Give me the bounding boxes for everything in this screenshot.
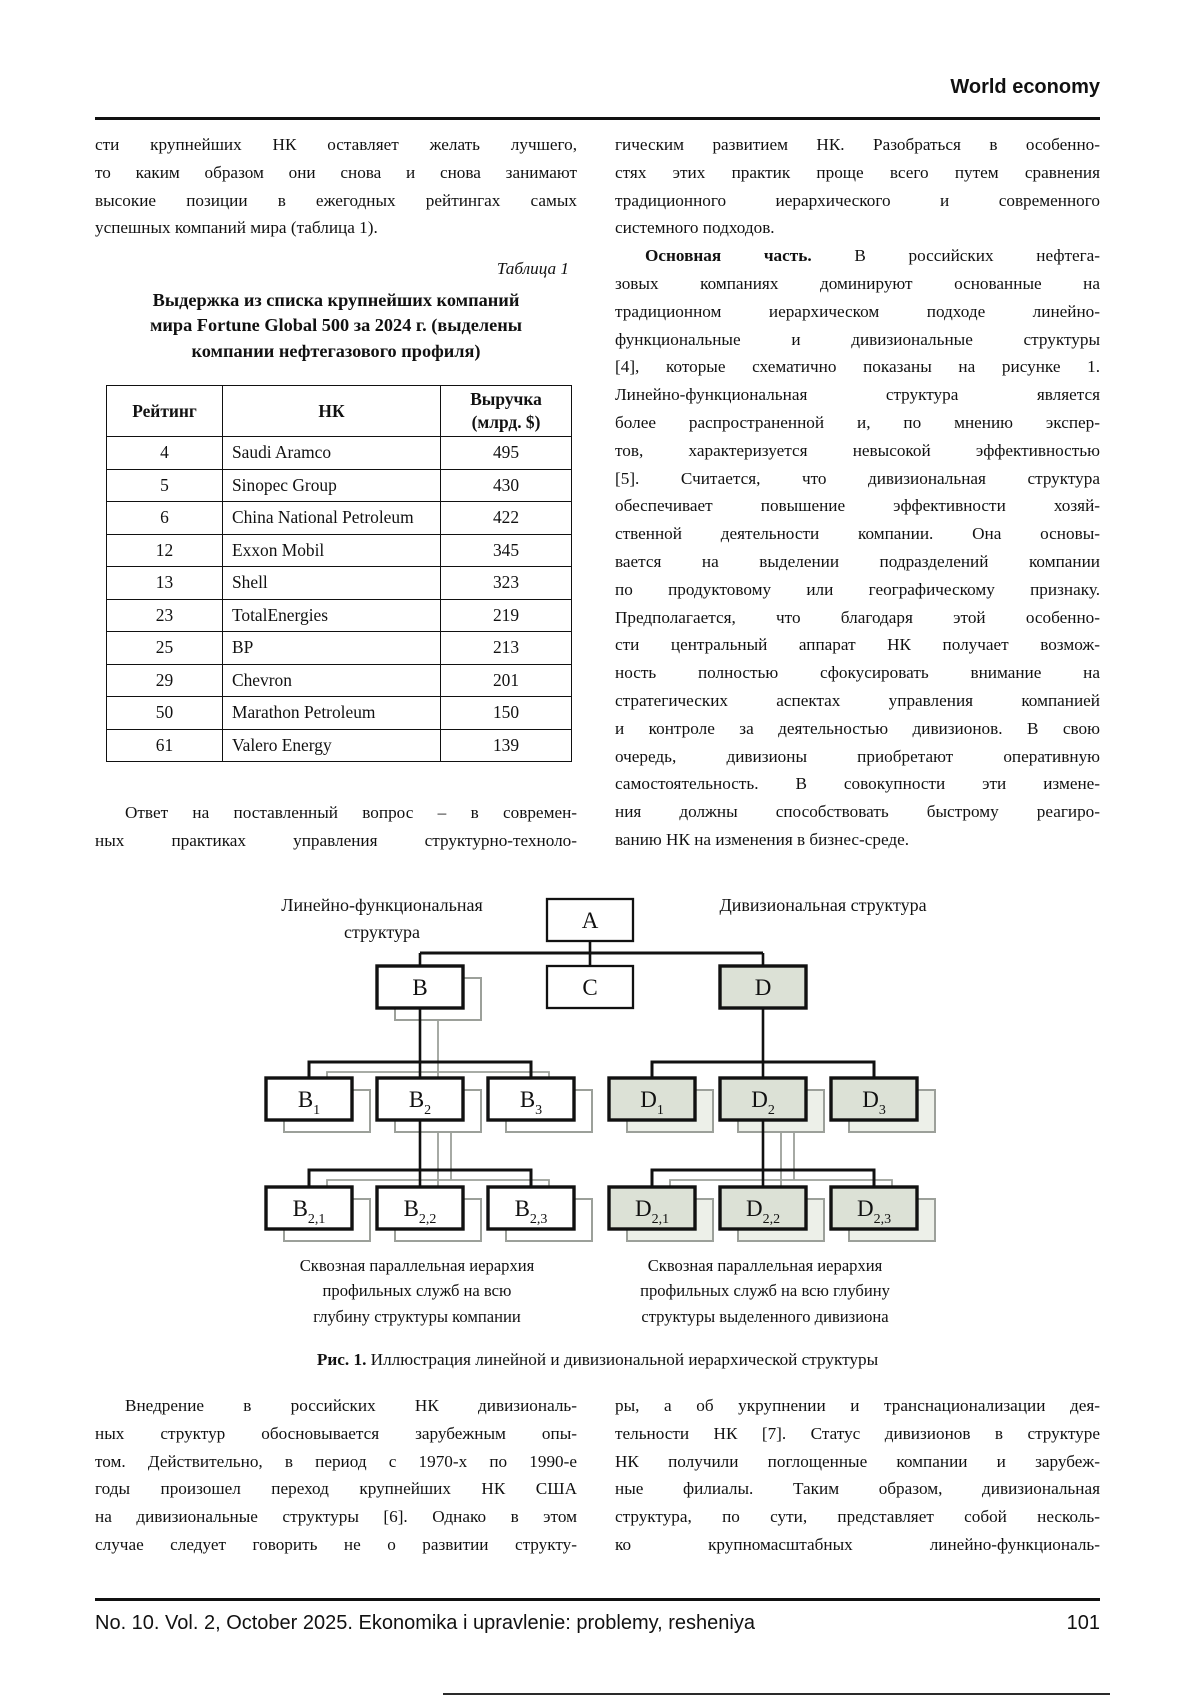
box-d21-label: $D_{2,1}$ [634,1196,670,1227]
cell-rank: 6 [107,502,223,535]
table-label: Таблица 1 [496,259,569,279]
text-line: ность полностью сфокусировать внимание на [615,663,1100,683]
company-table-head [107,386,572,437]
caption-line: профильных служб на всю глубину [640,1281,890,1301]
box-a-label: A [581,908,599,933]
text-line: очередь, дивизионы приобретают оперативную [615,746,1100,766]
text-line: случае следует говорить не о развитии структу- [95,1534,577,1554]
company-table [106,385,572,762]
table-title-line: компании нефтегазового профиля) [191,340,481,361]
text-line: НК получили поглощенные компании и зарубеж- [615,1451,1100,1471]
box-d1-label: $D_1$ [640,1087,664,1118]
box-b1-label: $B_1$ [297,1087,321,1118]
cell-company: Chevron [223,664,441,697]
cell-company: TotalEnergies [223,599,441,632]
table-row [107,729,572,762]
box-b2-label: $B_2$ [408,1087,432,1118]
text-line: обеспечивает повышение эффективности хозяй- [615,496,1100,516]
cell-revenue: 422 [441,502,572,535]
org-structure-diagram [95,825,1100,1245]
cell-revenue: 213 [441,632,572,665]
text-line: самостоятельность. В совокупности эти измене- [615,774,1100,794]
paragraph [615,242,1100,854]
column-header-revenue-line2: (млрд. $) [471,412,541,433]
column-header-revenue-line1: Выручка [470,389,542,410]
text-line: то каким образом они снова и снова занимают [95,162,577,182]
figure-caption-label: Рис. 1. [316,1350,367,1369]
text-line: Внедрение в российских НК дивизиональ- [125,1396,577,1415]
cell-rank: 4 [107,437,223,470]
table-row [107,599,572,632]
table-title-line: Выдержка из списка крупнейших компаний [152,289,520,310]
cell-revenue: 150 [441,697,572,730]
right-subtree-caption [600,1253,930,1329]
left-structure-title-line1: Линейно-функциональная [281,895,483,915]
left-subtree-caption [257,1253,577,1329]
left-structure-title-line2: структура [344,922,420,942]
text-line: ственной деятельности компании. Она основы- [615,524,1100,544]
text-line: традиционном иерархическом подходе линейно- [615,301,1100,321]
table-row [107,534,572,567]
cell-revenue: 430 [441,469,572,502]
caption-line: глубину структуры компании [313,1306,521,1326]
box-d-label: D [754,975,772,1000]
cell-company: Shell [223,567,441,600]
text-line: зовых компаниях доминируют основанные на [615,273,1100,293]
caption-line: Сквозная параллельная иерархия [647,1256,883,1275]
table-title [95,288,577,365]
table-row [107,664,572,697]
table-header-row [107,386,572,437]
text-line: структура, по сути, представляет собой несколь- [615,1507,1100,1527]
cell-company: Exxon Mobil [223,534,441,567]
table-title-line: мира Fortune Global 500 за 2024 г. (выделены [149,315,523,336]
text-line: ных структур обосновывается зарубежным опы- [95,1423,577,1443]
cell-rank: 12 [107,534,223,567]
cell-revenue: 201 [441,664,572,697]
text-line: сти крупнейших НК оставляет желать лучшего, [95,135,577,154]
cell-rank: 5 [107,469,223,502]
text-line: сти центральный аппарат НК получает возмож- [615,635,1100,655]
figure-caption-text: Иллюстрация линейной и дивизиональной иерархической структуры [370,1350,879,1369]
text-line: годы произошел переход крупнейших НК США [95,1479,577,1499]
text-line: стях этих практик проще всего путем сравнения [615,162,1100,182]
cell-rank: 29 [107,664,223,697]
cell-revenue: 323 [441,567,572,600]
table-row [107,469,572,502]
caption-line: структуры выделенного дивизиона [641,1306,889,1326]
cell-revenue: 345 [441,534,572,567]
box-b22-label: $B_{2,2}$ [403,1196,437,1227]
box-c-label: C [582,975,598,1000]
text-line: системного подходов. [615,218,775,238]
text-line: высокие позиции в ежегодных рейтингах самых [95,190,577,210]
text-line: Ответ на поставленный вопрос – в современ- [125,803,577,823]
text-line: тов, характеризуется невысокой эффективностью [615,440,1100,460]
caption-line: Сквозная параллельная иерархия [299,1256,535,1275]
text-line: по продуктовому или географическому признаку. [615,579,1100,599]
cell-company: Marathon Petroleum [223,697,441,730]
paragraph [615,131,1100,242]
cell-revenue: 219 [441,599,572,632]
cell-rank: 50 [107,697,223,730]
text-line: успешных компаний мира (таблица 1). [95,218,378,238]
box-d2-label: $D_2$ [751,1087,775,1118]
text-line: Предполагается, что благодаря этой особенно- [615,607,1100,627]
box-b21-label: $B_{2,1}$ [292,1196,326,1227]
cell-rank: 61 [107,729,223,762]
text-line: том. Действительно, в период с 1970-х по 1990-е [95,1451,577,1471]
cell-company: Valero Energy [223,729,441,762]
text-line: и контроле за деятельностью дивизионов. В свою [615,718,1100,738]
paragraph [615,1392,1100,1559]
text-line: традиционного иерархического и современного [615,190,1100,210]
figure-caption [95,1350,1100,1370]
text-line: вается на выделении подразделений компании [615,551,1100,571]
cell-revenue: 139 [441,729,572,762]
company-table-body [107,437,572,762]
box-b23-label: $B_{2,3}$ [514,1196,548,1227]
text-line: стратегических аспектах управления компанией [615,690,1100,710]
text-line: ные филиалы. Таким образом, дивизиональная [615,1479,1100,1499]
cell-company: Sinopec Group [223,469,441,502]
scan-edge-artifact [443,1693,1110,1695]
caption-line: профильных служб на всю [322,1281,512,1301]
cell-rank: 13 [107,567,223,600]
column-header-revenue [441,386,572,437]
cell-revenue: 495 [441,437,572,470]
text-line: ко крупномасштабных линейно-функциональ- [615,1534,1100,1554]
text-line: ры, а об укрупнении и транснационализации дея- [615,1396,1100,1415]
paragraph [95,1392,577,1559]
paragraph [95,131,577,242]
column-right-bottom [615,1392,1100,1559]
text-line: Линейно-функциональная структура является [615,385,1100,405]
table-row [107,632,572,665]
cell-company: China National Petroleum [223,502,441,535]
footer [95,1612,1100,1635]
text-line: Основная часть. В российских нефтега- [645,246,1101,266]
cell-company: BP [223,632,441,665]
table-row [107,437,572,470]
running-head: World economy [950,76,1100,98]
column-header-company: НК [223,386,441,437]
text-line: на дивизиональные структуры [6]. Однако в этом [95,1507,577,1527]
text-line: функциональные и дивизиональные структуры [615,329,1100,349]
text-line: более распространенной и, по мнению экспер- [615,412,1100,432]
footer-journal-info: No. 10. Vol. 2, October 2025. Ekonomika i upravlenie: problemy, resheniya [95,1612,755,1634]
header-rule [95,117,1100,120]
text-line: ния должны способствовать быстрому реагиро- [615,802,1100,822]
column-header-rank: Рейтинг [107,386,223,437]
box-d22-label: $D_{2,2}$ [745,1196,781,1227]
cell-company: Saudi Aramco [223,437,441,470]
table-row [107,697,572,730]
column-left-top [95,131,577,855]
column-right-top [615,131,1100,854]
column-left-bottom [95,1392,577,1559]
cell-rank: 23 [107,599,223,632]
text-line: ных практиках управления структурно-техноло- [95,831,577,851]
text-line: [5]. Считается, что дивизиональная структура [615,468,1100,488]
box-b-label: B [412,975,428,1000]
paragraph-lead: Основная часть. [645,246,812,266]
text-line: ванию НК на изменения в бизнес-среде. [615,829,910,849]
text-line: [4], которые схематично показаны на рисунке 1. [615,357,1100,377]
box-b3-label: $B_3$ [519,1087,543,1118]
figure-1 [95,825,1100,1395]
table-row [107,567,572,600]
cell-rank: 25 [107,632,223,665]
footer-rule [95,1598,1100,1601]
text-line: гическим развитием НК. Разобраться в особенно- [615,135,1100,154]
right-structure-title: Дивизиональная структура [719,895,927,915]
text-line: тельности НК [7]. Статус дивизионов в структуре [615,1423,1100,1443]
box-d23-label: $D_{2,3}$ [856,1196,892,1227]
table-row [107,502,572,535]
box-d3-label: $D_3$ [862,1087,886,1118]
page-number: 101 [1066,1612,1100,1634]
